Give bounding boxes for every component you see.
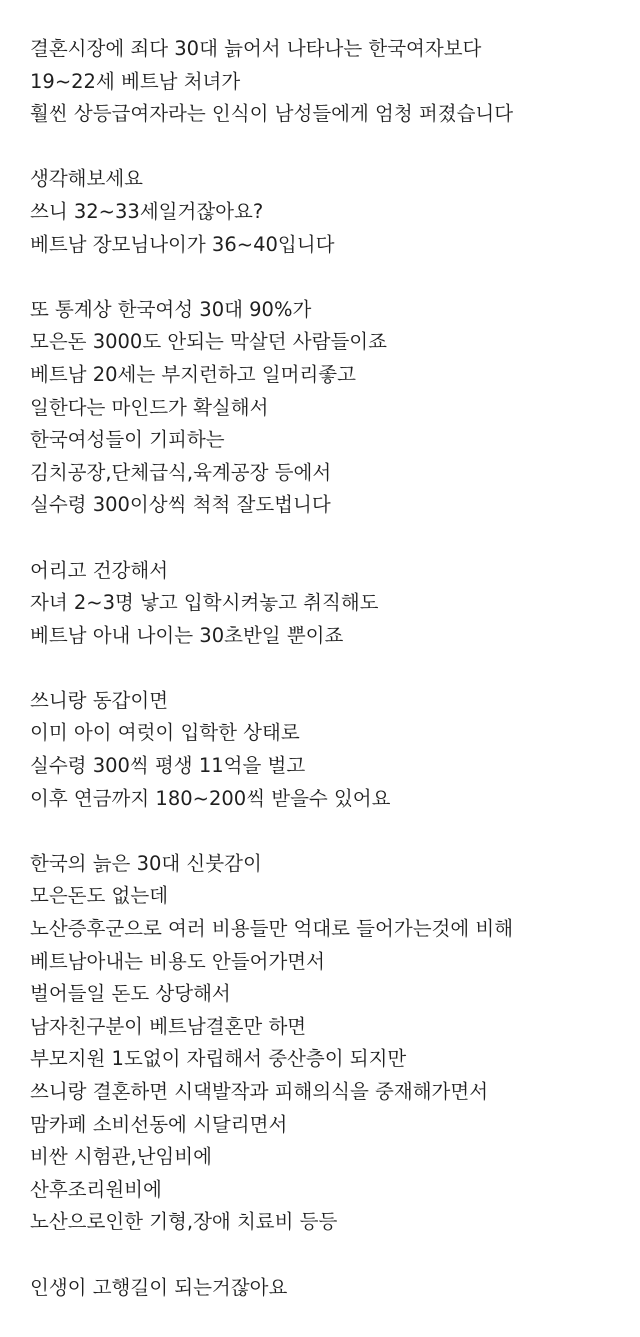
text-line: 실수령 300씩 평생 11억을 벌고 [30,754,306,778]
text-line: 생각해보세요 [30,167,144,191]
text-line: 쓰니랑 결혼하면 시댁발작과 피해의식을 중재해가면서 [30,1080,489,1103]
paragraph-4 [30,555,620,653]
text-line: 맘카페 소비선동에 시달리면서 [30,1112,288,1136]
text-line: 실수령 300이상씩 척척 잘도법니다 [30,493,331,517]
text-line: 인생이 고행길이 되는거잖아요 [30,1275,288,1299]
text-line: 결혼시장에 죄다 30대 늙어서 나타나는 한국여자보다 [30,37,482,60]
text-line: 19~22세 베트남 처녀가 [30,69,241,93]
text-line: 또 통계상 한국여성 30대 90%가 [30,297,312,321]
text-line: 산후조리원비에 [30,1177,162,1201]
paragraph-7 [30,1272,620,1305]
paragraph-2 [30,163,620,261]
text-line: 쓰니랑 동갑이면 [30,688,169,712]
text-line: 남자친구분이 베트남결혼만 하면 [30,1014,307,1038]
text-line: 한국의 늙은 30대 신붓감이 [30,851,262,875]
text-line: 베트남아내는 비용도 안들어가면서 [30,949,325,973]
text-line: 노산증후군으로 여러 비용들만 억대로 들어가는것에 비해 [30,917,514,941]
text-line: 모은돈도 없는데 [30,884,169,908]
text-line: 부모지원 1도없이 자립해서 중산층이 되지만 [30,1047,407,1071]
text-line: 베트남 장모님나이가 36~40입니다 [30,232,335,256]
text-line: 어리고 건강해서 [30,558,169,582]
text-line: 이미 아이 여럿이 입학한 상태로 [30,721,300,745]
paragraph-3 [30,294,620,522]
text-line: 베트남 20세는 부지런하고 일머리좋고 [30,362,356,386]
post-body [30,33,620,1337]
text-line: 베트남 아내 나이는 30초반일 뿐이죠 [30,623,344,647]
paragraph-1 [30,33,620,131]
text-line: 일한다는 마인드가 확실해서 [30,395,269,419]
paragraph-6 [30,848,620,1239]
text-line: 비싼 시험관,난임비에 [30,1145,212,1169]
text-line: 쓰니 32~33세일거잖아요? [30,199,264,223]
text-line: 김치공장,단체급식,육계공장 등에서 [30,460,332,484]
text-line: 훨씬 상등급여자라는 인식이 남성들에게 엄청 퍼졌습니다 [30,102,514,126]
paragraph-5 [30,685,620,815]
text-line: 벌어들일 돈도 상당해서 [30,982,231,1006]
text-line: 한국여성들이 기피하는 [30,428,225,452]
text-line: 자녀 2~3명 낳고 입학시켜놓고 취직해도 [30,591,379,615]
text-line: 이후 연금까지 180~200씩 받을수 있어요 [30,786,391,810]
text-line: 모은돈 3000도 안되는 막살던 사람들이죠 [30,330,387,354]
text-line: 노산으로인한 기형,장애 치료비 등등 [30,1210,338,1234]
